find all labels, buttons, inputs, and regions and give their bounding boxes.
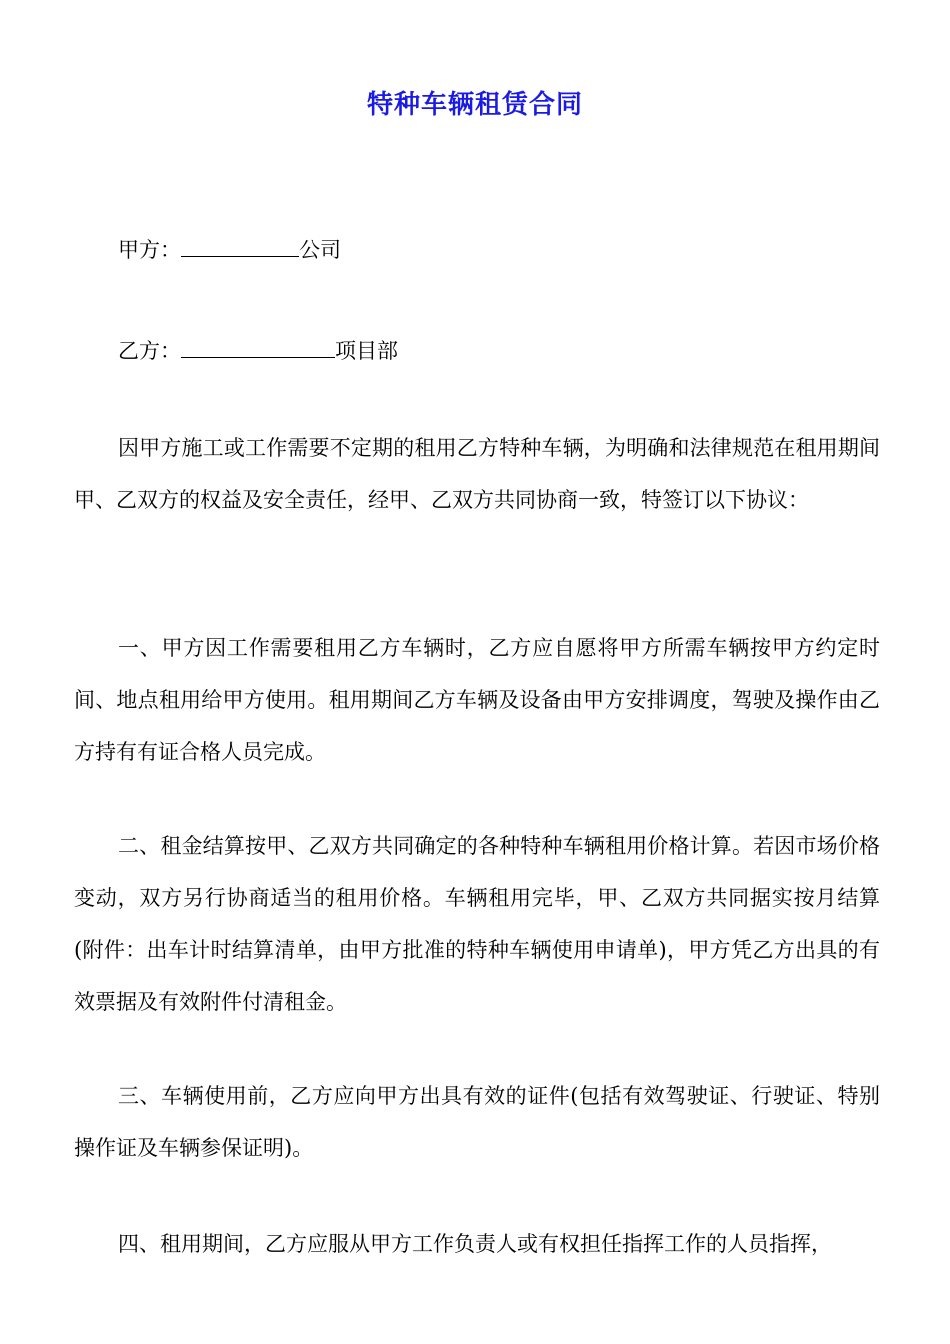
party-a-suffix: 公司 [299, 238, 341, 262]
party-b-line [118, 337, 398, 365]
party-a-line [118, 236, 341, 264]
clause-2: 二、租金结算按甲、乙双方共同确定的各种特种车辆租用价格计算。若因市场价格变动，双方另行协商适当的租用价格。车辆租用完毕，甲、乙双方共同据实按月结算(附件：出车计时结算清单，由甲方批准的特种车辆使用申请单)，甲方凭乙方出具的有效票据及有效附件付清租金。 [74, 834, 880, 1014]
clause-4: 四、租用期间，乙方应服从甲方工作负责人或有权担任指挥工作的人员指挥， [118, 1232, 832, 1256]
party-b-suffix: 项目部 [335, 339, 398, 363]
clause-3: 三、车辆使用前，乙方应向甲方出具有效的证件(包括有效驾驶证、行驶证、特别操作证及车辆参保证明)。 [74, 1084, 880, 1160]
intro-paragraph: 因甲方施工或工作需要不定期的租用乙方特种车辆，为明确和法律规范在租用期间甲、乙双方的权益及安全责任，经甲、乙双方共同协商一致，特签订以下协议： [74, 436, 880, 512]
party-b-label: 乙方： [118, 339, 181, 363]
party-b-blank [181, 337, 335, 358]
document-title: 特种车辆租赁合同 [366, 90, 583, 120]
party-a-label: 甲方： [118, 238, 181, 262]
party-a-blank [181, 236, 299, 257]
clause-1: 一、甲方因工作需要租用乙方车辆时，乙方应自愿将甲方所需车辆按甲方约定时间、地点租用给甲方使用。租用期间乙方车辆及设备由甲方安排调度，驾驶及操作由乙方持有有证合格人员完成。 [74, 636, 880, 764]
